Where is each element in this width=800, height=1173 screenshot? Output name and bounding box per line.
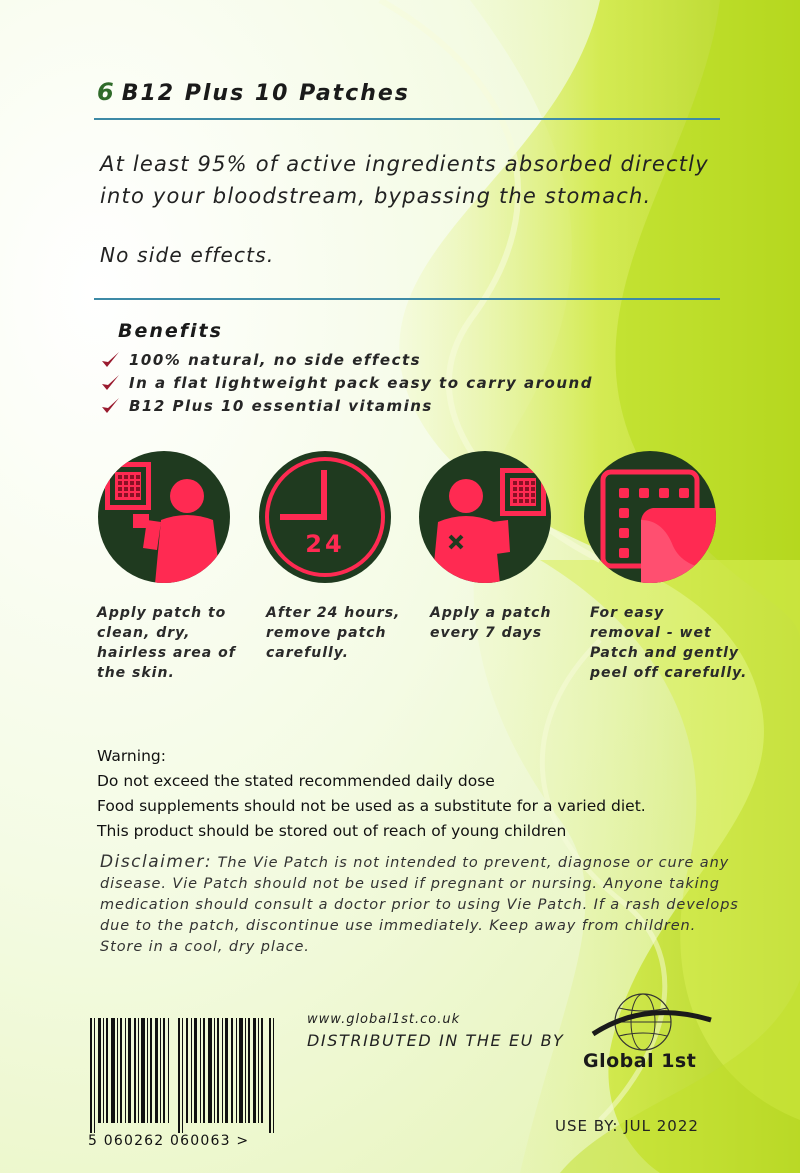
patch-count: 6 [97,78,116,106]
clock-24-label: 24 [305,530,345,558]
caption-line: For easy [590,605,665,621]
caption-line: Patch and gently [590,645,740,661]
benefit-item [100,348,593,371]
brand-name: Global 1st [583,1050,697,1072]
benefits-list [100,348,593,417]
caption-line: removal - wet [590,625,712,641]
step-caption-weekly [430,603,551,643]
clock-24-icon [258,450,392,584]
benefit-label: In a flat lightweight pack easy to carry around [129,373,593,392]
caption-line: hairless area of [97,645,236,661]
caption-line: Apply patch to [97,605,227,621]
caption-line: clean, dry, [97,625,191,641]
product-title [97,78,410,106]
caption-line: carefully. [266,645,349,661]
caption-line: After 24 hours, [266,605,401,621]
use-by-date: USE BY: JUL 2022 [555,1117,699,1135]
checkmark-icon [100,373,120,393]
checkmark-icon [100,396,120,416]
caption-line: every 7 days [430,625,543,641]
caption-line: the skin. [97,665,175,681]
caption-line: peel off carefully. [590,665,748,681]
absorption-text: At least 95% of active ingredients absorbed directly into your bloodstream, bypassing the stomach. [100,152,709,208]
divider-middle [94,298,720,300]
warning-line: This product should be stored out of reach of young children [97,822,567,840]
warning-line: Do not exceed the stated recommended daily dose [97,772,495,790]
warning-line: Food supplements should not be used as a substitute for a varied diet. [97,797,646,815]
apply-patch-icon [97,450,231,584]
step-caption-apply [97,603,236,683]
disclaimer-text: The Vie Patch is not intended to prevent, diagnose or cure any disease. Vie Patch should not be used if pregnant or nursing. Anyone taking medication should consult a doctor prior to using Vie Patch. If a rash develops due to the patch, discontinue use immediately. Keep away from children. Store in a cool, dry place. [100,855,739,955]
benefit-label: B12 Plus 10 essential vitamins [129,396,433,415]
website-link[interactable]: www.global1st.co.uk [307,1012,461,1027]
benefit-item [100,371,593,394]
barcode [90,1018,275,1133]
step-caption-peel [590,603,747,683]
warning-heading: Warning: [97,747,166,765]
peel-patch-icon [583,450,717,584]
step-caption-remove [266,603,400,663]
disclaimer [100,852,740,958]
barcode-number: 5 060262 060063 > [88,1133,250,1149]
disclaimer-label: Disclaimer: [100,852,213,872]
warning-block [97,744,646,844]
caption-line: Apply a patch [430,605,552,621]
divider-top [94,118,720,120]
checkmark-icon [100,350,120,370]
benefit-item [100,394,593,417]
weekly-patch-icon [418,450,552,584]
benefit-label: 100% natural, no side effects [129,350,422,369]
benefits-heading: Benefits [118,320,223,342]
side-effects-text: No side effects. [100,243,275,267]
distributor-line: DISTRIBUTED IN THE EU BY [307,1031,565,1050]
caption-line: remove patch [266,625,387,641]
product-name: B12 Plus 10 Patches [121,81,410,106]
